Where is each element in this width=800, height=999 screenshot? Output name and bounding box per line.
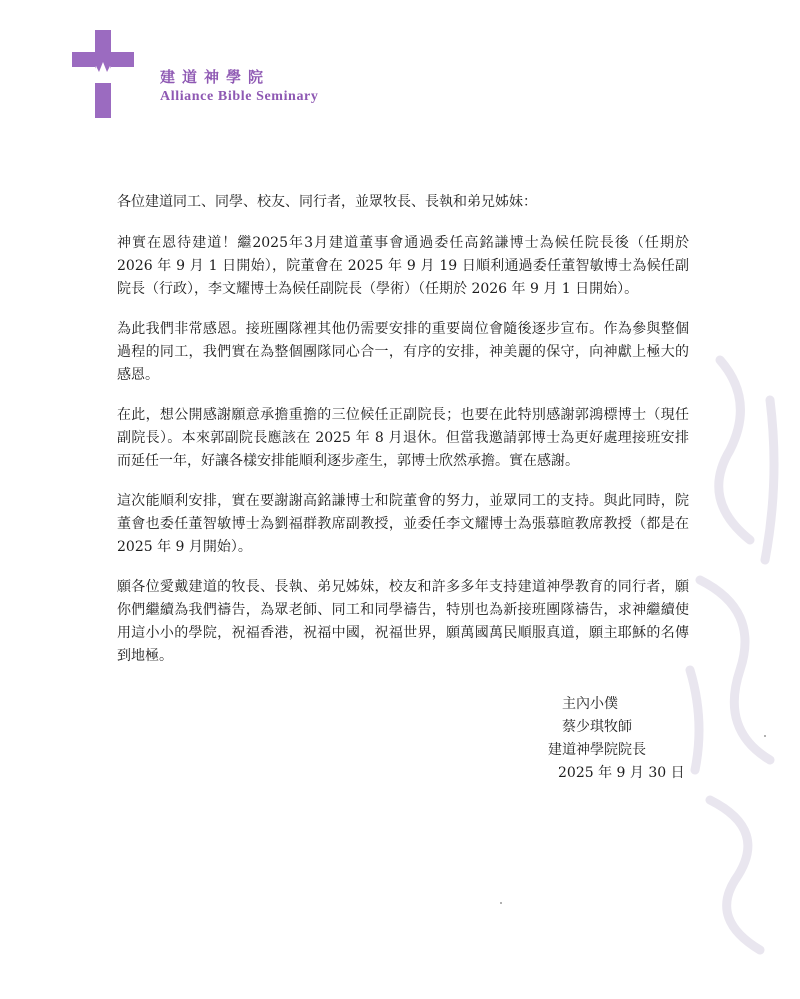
paragraph-acknowledgement: 在此，想公開感謝願意承擔重擔的三位候任正副院長；也要在此特別感謝郭鴻標博士（現任副院長）。本來郭副院長應該在 2025 年 8 月退休。但當我邀請郭博士為更好處理接班安排而延任一年，好讓各樣安排能順利逐步產生，郭博士欣然承擔。實在感謝。 [117,407,689,469]
signature-closing: 主內小僕 [562,696,618,712]
letter-body [117,191,689,685]
paragraph-prayer-request: 願各位愛戴建道的牧長、長執、弟兄姊妹，校友和許多多年支持建道神學教育的同行者，願你們繼續為我們禱告，為眾老師、同工和同學禱告，特別也為新接班團隊禱告，求神繼續使用這小小的學院，祝福香港，祝福中國，祝福世界，願萬國萬民順服真道，願主耶穌的名傳到地極。 [117,579,689,664]
paragraph-thanksgiving: 為此我們非常感恩。接班團隊裡其他仍需要安排的重要崗位會隨後逐步宣布。作為參與整個過程的同工，我們實在為整個團隊同心合一，有序的安排，神美麗的保守，向神獻上極大的感恩。 [117,321,689,383]
salutation: 各位建道同工、同學、校友、同行者，並眾牧長、長執和弟兄姊妹： [117,194,537,210]
signature-name: 蔡少琪牧師 [562,719,632,735]
letterhead [72,30,372,120]
seminary-name-english: Alliance Bible Seminary [160,89,319,104]
paragraph-board-appointments: 這次能順利安排，實在要謝謝高銘謙博士和院董會的努力，並眾同工的支持。與此同時，院董會也委任董智敏博士為劉福群教席副教授，並委任李文耀博士為張慕暄教席教授（都是在2025 年 9 月開始）。 [117,493,689,555]
signature-block [548,693,700,785]
paragraph-appointments: 神實在恩待建道！繼2025年3月建道董事會通過委任高銘謙博士為候任院長後（任期於 2026 年 9 月 1 日開始），院董會在 2025 年 9 月 19 日順利通過委任董智敏博士為候任副院長（行政），李文耀博士為候任副院長（學術）（任期於 2026 年 9 月 1 日開始）。 [117,235,689,297]
signature-title: 建道神學院院長 [548,742,646,758]
seminary-name-chinese: 建道神學院 [160,68,271,86]
scan-speck [500,902,502,904]
signature-date: 2025 年 9 月 30 日 [558,765,685,781]
scan-speck [764,735,766,737]
cross-crown-icon [72,30,134,118]
